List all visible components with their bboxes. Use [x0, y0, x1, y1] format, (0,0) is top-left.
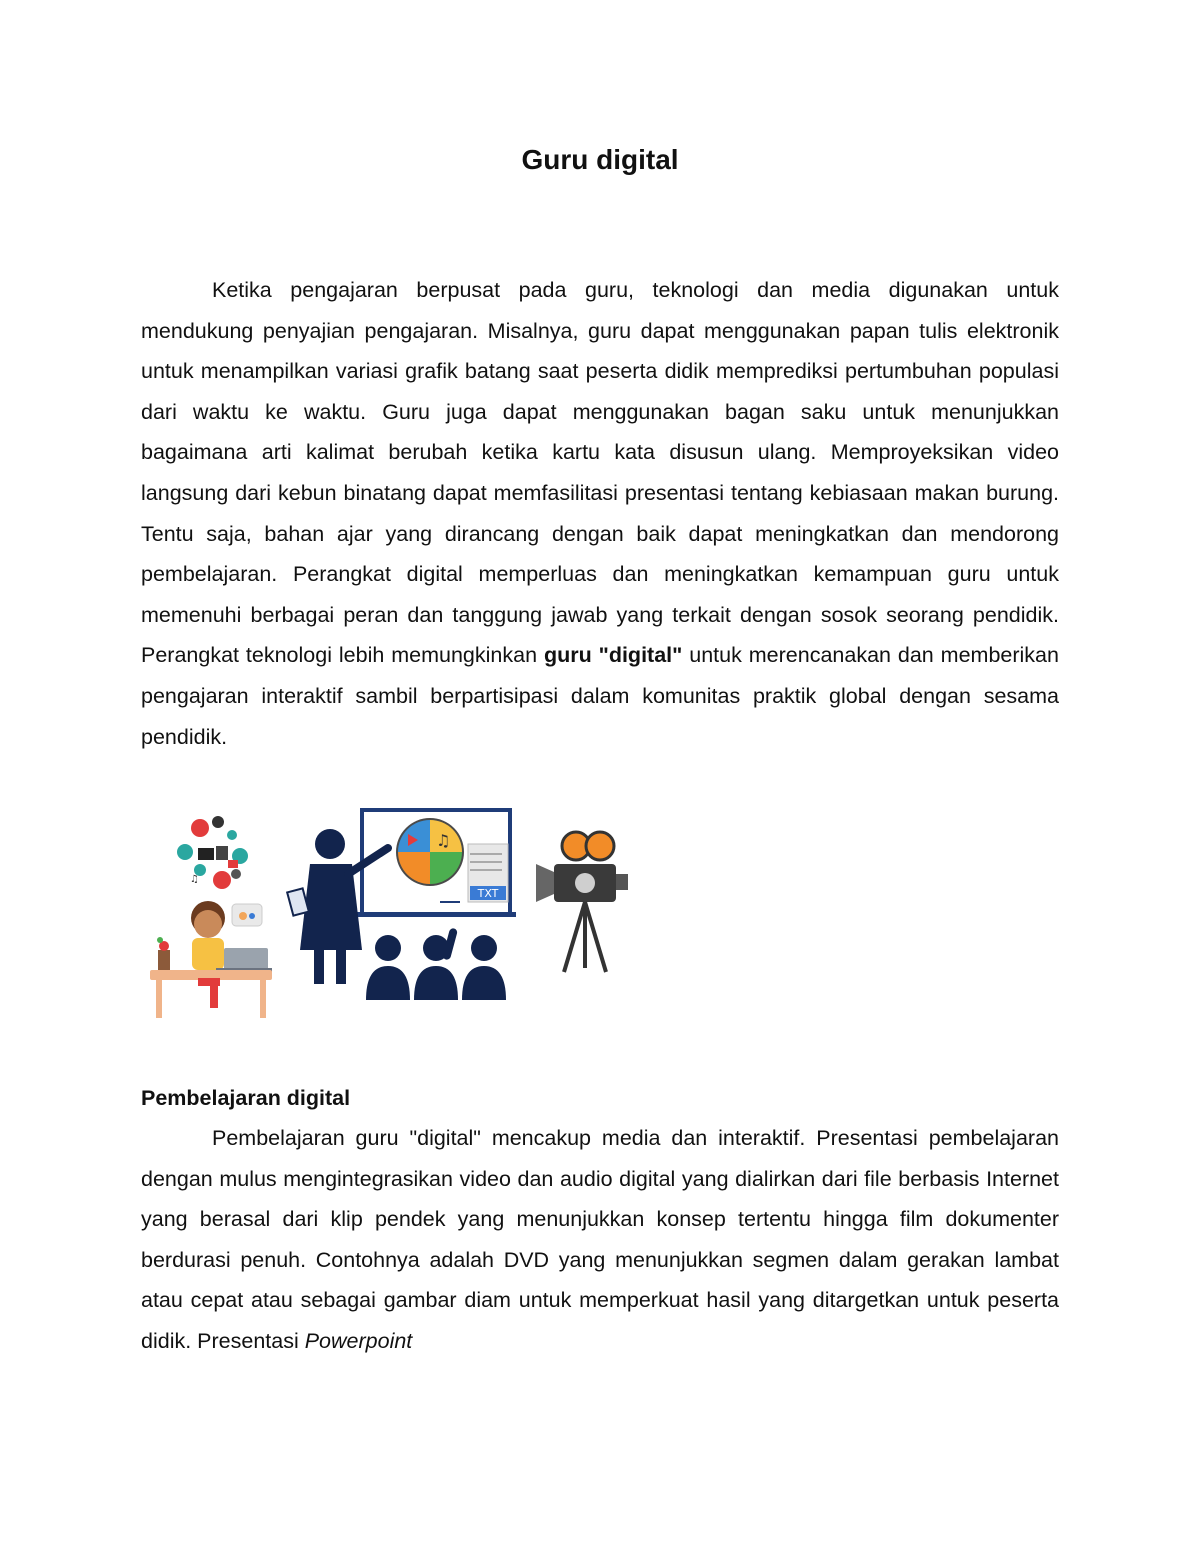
svg-text:♫: ♫	[190, 874, 199, 885]
page-title: Guru digital	[521, 144, 679, 175]
section-heading: Pembelajaran digital	[141, 1086, 351, 1110]
intro-paragraph	[141, 270, 1059, 757]
student-laptop-icon	[150, 901, 272, 1018]
board-label: TXT	[477, 887, 499, 900]
audience-icon	[366, 928, 506, 1000]
digital-teaching-illustration	[140, 800, 640, 1030]
bold-term: guru "digital"	[543, 643, 683, 668]
italic-term: Powerpoint	[304, 1328, 413, 1353]
digital-learning-paragraph	[141, 1118, 1059, 1362]
film-camera-icon	[536, 832, 628, 972]
intro-text-start: Ketika pengajaran berpusat pada guru, teknologi dan media digunakan untuk mendukung penyajian pengajaran. Misalnya, guru dapat menggunakan papan tulis elektronik untuk menampilkan variasi grafik batang saat peserta didik memprediksi pertumbuhan populasi dari waktu ke waktu. Guru juga dapat menggunakan bagan saku untuk menunjukkan bagaimana arti kalimat berubah ketika kartu kata disusun ulang. Memproyeksikan video langsung dari kebun binatang dapat memfasilitasi presentasi tentang kebiasaan makan burung. Tentu saja, bahan ajar yang dirancang dengan baik dapat meningkatkan dan mendorong pembelajaran. Perangkat digital memperluas dan meningkatkan kemampuan guru untuk memenuhi berbagai peran dan tanggung jawab yang terkait dengan sosok seorang pendidik. Perangkat teknologi lebih memungkinkan	[141, 278, 1059, 668]
media-bubbles-icon	[177, 816, 248, 889]
intro-text-end: untuk merencanakan dan memberikan pengajaran interaktif sambil berpartisipasi dalam komunitas praktik global dengan sesama pendidik.	[141, 643, 1059, 749]
svg-text:♫: ♫	[436, 831, 451, 850]
paragraph2-text: Pembelajaran guru "digital" mencakup media dan interaktif. Presentasi pembelajaran dengan mulus mengintegrasikan video dan audio digital yang dialirkan dari file berbasis Internet yang berasal dari klip pendek yang menunjukkan konsep tertentu hingga film dokumenter berdurasi penuh. Contohnya adalah DVD yang menunjukkan segmen dalam gerakan lambat atau cepat atau sebagai gambar diam untuk memperkuat hasil yang ditargetkan untuk peserta didik. Presentasi	[141, 1126, 1059, 1353]
